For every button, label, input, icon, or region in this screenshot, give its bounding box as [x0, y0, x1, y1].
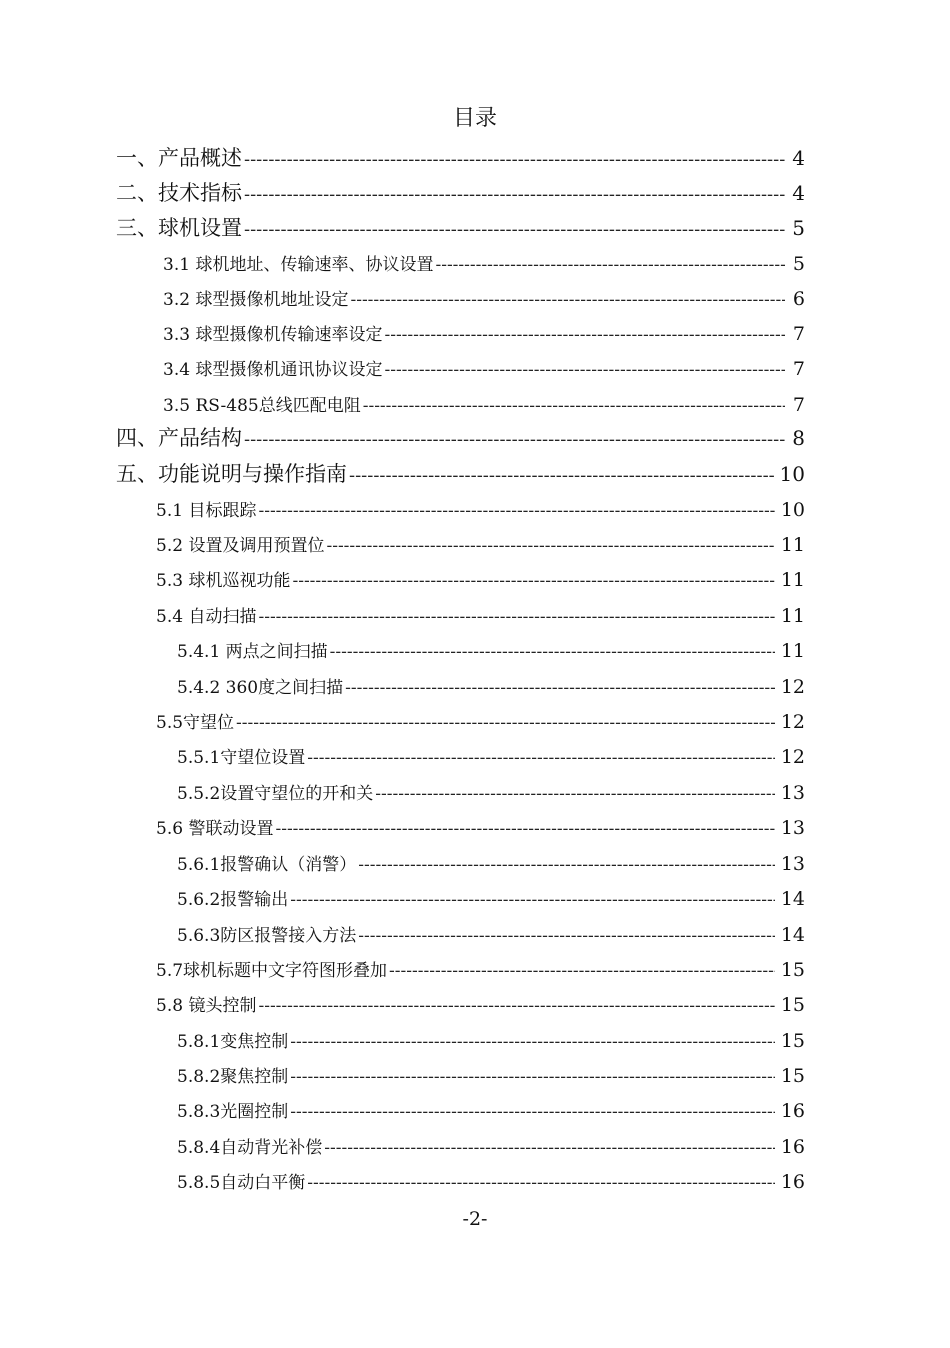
- dot-leader: [435, 251, 785, 279]
- toc-entry-label: 5.1 目标跟踪: [156, 501, 257, 521]
- toc-entry-5-8-5[interactable]: [177, 1168, 805, 1197]
- dot-leader: [258, 603, 774, 631]
- dot-leader: [389, 957, 775, 985]
- dot-leader: [384, 321, 785, 349]
- toc-entry-label: 5.5守望位: [156, 713, 235, 733]
- toc-entry-label: 5.5.2设置守望位的开和关: [177, 784, 374, 804]
- toc-entry-5-4-1[interactable]: [177, 637, 805, 666]
- toc-entry-label: 5.5.1守望位设置: [177, 748, 306, 768]
- dot-leader: [290, 886, 775, 914]
- toc-entry-label: 3.4 球型摄像机通讯协议设定: [163, 360, 383, 380]
- dot-leader: [244, 180, 785, 210]
- dot-leader: [307, 744, 775, 772]
- toc-entry-5-5-1[interactable]: [177, 743, 805, 772]
- toc-page-number: 11: [780, 605, 805, 627]
- toc-page-number: 12: [780, 746, 805, 768]
- toc-page-number: 13: [780, 853, 805, 875]
- toc-page-number: 8: [792, 426, 805, 450]
- dot-leader: [290, 1063, 775, 1091]
- dot-leader: [236, 709, 775, 737]
- toc-entry-5-7[interactable]: [156, 956, 805, 985]
- toc-page-number: 15: [780, 994, 805, 1016]
- toc-entry-label: 5.8.1变焦控制: [177, 1032, 289, 1052]
- toc-entry-label: 5.8.5自动白平衡: [177, 1173, 306, 1193]
- toc-page-number: 11: [780, 534, 805, 556]
- toc-entry-3-4[interactable]: [163, 355, 805, 384]
- toc-entry-label: 5.8.4自动背光补偿: [177, 1138, 323, 1158]
- toc-page-number: 14: [780, 924, 805, 946]
- toc-entry-5-5-2[interactable]: [177, 779, 805, 808]
- toc-entry-5-4[interactable]: [156, 602, 805, 631]
- toc-page-number: 13: [780, 817, 805, 839]
- dot-leader: [358, 922, 775, 950]
- toc-entry-5-8[interactable]: [156, 991, 805, 1020]
- toc-entry-label: 五、功能说明与操作指南: [116, 462, 347, 486]
- toc-entry-5-6-2[interactable]: [177, 885, 805, 914]
- toc-entry-label: 3.1 球机地址、传输速率、协议设置: [163, 255, 434, 275]
- toc-page-number: 15: [780, 1030, 805, 1052]
- dot-leader: [349, 461, 774, 491]
- toc-page-number: 7: [792, 358, 805, 380]
- toc-entry-label: 3.5 RS-485总线匹配电阻: [163, 396, 361, 416]
- toc-title: 目录: [452, 106, 497, 131]
- toc-page-number: 4: [792, 181, 805, 205]
- toc-entry-label: 四、产品结构: [116, 426, 242, 450]
- toc-entry-5-8-1[interactable]: [177, 1027, 805, 1056]
- dot-leader: [258, 497, 774, 525]
- toc-entry-label: 二、技术指标: [116, 181, 242, 205]
- dot-leader: [244, 425, 785, 455]
- dot-leader: [384, 356, 785, 384]
- dot-leader: [292, 567, 774, 595]
- toc-entry-1[interactable]: [116, 143, 805, 175]
- dot-leader: [244, 215, 785, 245]
- toc-entry-5-6[interactable]: [156, 814, 805, 843]
- toc-entry-5-8-2[interactable]: [177, 1062, 805, 1091]
- dot-leader: [275, 815, 774, 843]
- toc-page-number: 10: [779, 462, 805, 486]
- toc-entry-5-1[interactable]: [156, 496, 805, 525]
- toc-entry-3-5[interactable]: [163, 391, 805, 420]
- toc-entry-5-8-4[interactable]: [177, 1133, 805, 1162]
- toc-entry-5-8-3[interactable]: [177, 1097, 805, 1126]
- toc-entry-label: 5.8.3光圈控制: [177, 1102, 289, 1122]
- toc-entry-label: 5.6.3防区报警接入方法: [177, 926, 357, 946]
- toc-entry-label: 5.7球机标题中文字符图形叠加: [156, 961, 388, 981]
- dot-leader: [358, 851, 775, 879]
- toc-page-number: 5: [792, 216, 805, 240]
- toc-page-number: 12: [780, 711, 805, 733]
- toc-entry-5-6-3[interactable]: [177, 921, 805, 950]
- toc-entry-label: 一、产品概述: [116, 146, 242, 170]
- toc-entry-3[interactable]: [116, 213, 805, 245]
- toc-page-number: 12: [780, 676, 805, 698]
- toc-entry-3-3[interactable]: [163, 320, 805, 349]
- toc-entry-5-3[interactable]: [156, 566, 805, 595]
- dot-leader: [363, 392, 785, 420]
- dot-leader: [330, 638, 775, 666]
- toc-page-number: 14: [780, 888, 805, 910]
- toc-page-number: 10: [780, 499, 805, 521]
- toc-entry-label: 5.6.2报警输出: [177, 890, 289, 910]
- toc-entry-2[interactable]: [116, 178, 805, 210]
- toc-page-number: 15: [780, 959, 805, 981]
- toc-entry-label: 5.8.2聚焦控制: [177, 1067, 289, 1087]
- toc-entry-label: 5.3 球机巡视功能: [156, 571, 291, 591]
- dot-leader: [258, 992, 774, 1020]
- toc-page-number: 11: [780, 569, 805, 591]
- toc-page-number: 16: [780, 1171, 805, 1193]
- dot-leader: [345, 674, 775, 702]
- toc-entry-5-4-2[interactable]: [177, 673, 805, 702]
- toc-entry-label: 3.2 球型摄像机地址设定: [163, 290, 349, 310]
- toc-page-number: 5: [792, 253, 805, 275]
- dot-leader: [375, 780, 775, 808]
- toc-page-number: 16: [780, 1136, 805, 1158]
- toc-entry-label: 5.4.2 360度之间扫描: [177, 678, 344, 698]
- toc-entry-label: 5.8 镜头控制: [156, 996, 257, 1016]
- dot-leader: [290, 1028, 775, 1056]
- toc-entry-label: 三、球机设置: [116, 216, 242, 240]
- toc-entry-label: 5.2 设置及调用预置位: [156, 536, 325, 556]
- toc-entry-3-1[interactable]: [163, 250, 805, 279]
- dot-leader: [290, 1098, 775, 1126]
- toc-page-number: 13: [780, 782, 805, 804]
- toc-page-number: 4: [792, 146, 805, 170]
- toc-entry-label: 5.6.1报警确认（消警）: [177, 855, 357, 875]
- dot-leader: [307, 1169, 775, 1197]
- toc-page-number: 7: [792, 394, 805, 416]
- toc-entry-5[interactable]: [116, 459, 805, 491]
- toc-entry-label: 3.3 球型摄像机传输速率设定: [163, 325, 383, 345]
- toc-entry-label: 5.6 警联动设置: [156, 819, 274, 839]
- dot-leader: [244, 145, 785, 175]
- dot-leader: [350, 286, 785, 314]
- toc-entry-3-2[interactable]: [163, 285, 805, 314]
- dot-leader: [324, 1134, 775, 1162]
- toc-entry-5-2[interactable]: [156, 531, 805, 560]
- toc-entry-label: 5.4 自动扫描: [156, 607, 257, 627]
- dot-leader: [326, 532, 774, 560]
- toc-entry-5-5[interactable]: [156, 708, 805, 737]
- toc-page-number: 16: [780, 1100, 805, 1122]
- toc-page-number: 7: [792, 323, 805, 345]
- toc-entry-label: 5.4.1 两点之间扫描: [177, 642, 328, 662]
- toc-page-number: 11: [780, 640, 805, 662]
- toc-page-number: 15: [780, 1065, 805, 1087]
- page-footer-number: -2-: [462, 1208, 488, 1230]
- toc-entry-4[interactable]: [116, 423, 805, 455]
- toc-entry-5-6-1[interactable]: [177, 850, 805, 879]
- toc-page-number: 6: [792, 288, 805, 310]
